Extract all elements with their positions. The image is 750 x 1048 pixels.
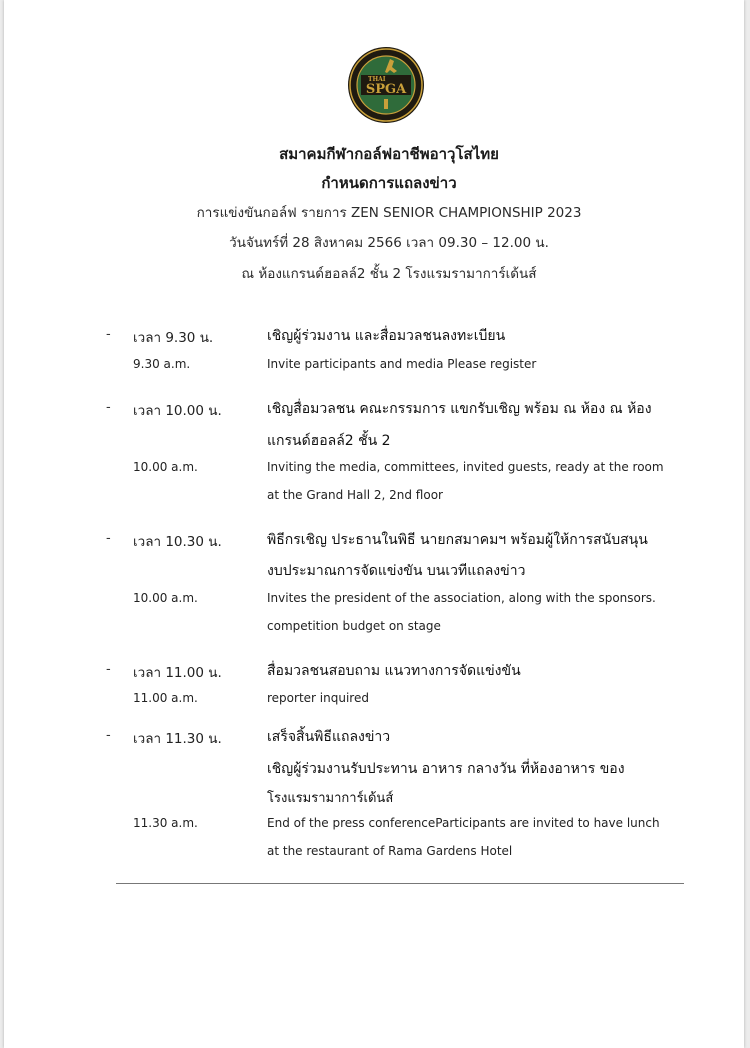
thai-description: เชิญสื่อมวลชน คณะกรรมการ แขกรับเชิญ พร้อม ณ ห้อง ณ ห้อง <box>267 401 652 417</box>
list-dash: - <box>106 400 111 415</box>
spga-logo <box>346 45 426 125</box>
time-english: 10.00 a.m. <box>133 460 198 474</box>
list-dash: - <box>106 327 111 342</box>
logo-main-text: SPGA <box>365 82 407 97</box>
thai-description: เชิญผู้ร่วมงานรับประทาน อาหาร กลางวัน ที่ห้องอาหาร ของ <box>267 761 625 777</box>
time-thai: เวลา 9.30 น. <box>133 330 214 346</box>
time-english: 11.30 a.m. <box>133 816 198 830</box>
association-title: สมาคมกีฬากอล์ฟอาชีพอาวุโสไทย <box>279 145 499 163</box>
time-thai: เวลา 10.30 น. <box>133 534 222 550</box>
english-description: competition budget on stage <box>267 619 441 633</box>
english-description: at the Grand Hall 2, 2nd floor <box>267 488 443 502</box>
thai-description: สื่อมวลชนสอบถาม แนวทางการจัดแข่งขัน <box>267 663 521 679</box>
event-date: วันจันทร์ที่ 28 สิงหาคม 2566 เวลา 09.30 – 12.00 น. <box>229 235 549 251</box>
time-english: 10.00 a.m. <box>133 591 198 605</box>
thai-description: โรงแรมรามาการ์เด้นส์ <box>267 791 394 806</box>
list-dash: - <box>106 531 111 546</box>
thai-description: เชิญผู้ร่วมงาน และสื่อมวลชนลงทะเบียน <box>267 328 506 344</box>
schedule-title: กำหนดการแถลงข่าว <box>321 174 457 192</box>
thai-description: พิธีกรเชิญ ประธานในพิธี นายกสมาคมฯ พร้อมผู้ให้การสนับสนุน <box>267 532 648 548</box>
thai-description: งบประมาณการจัดแข่งขัน บนเวทีแถลงข่าว <box>267 563 526 579</box>
english-description: Inviting the media, committees, invited guests, ready at the room <box>267 460 664 474</box>
time-thai: เวลา 11.30 น. <box>133 731 222 747</box>
document-page <box>4 0 744 1048</box>
time-thai: เวลา 11.00 น. <box>133 665 222 681</box>
time-english: 11.00 a.m. <box>133 691 198 705</box>
list-dash: - <box>106 728 111 743</box>
english-description: reporter inquired <box>267 691 369 705</box>
time-thai: เวลา 10.00 น. <box>133 403 222 419</box>
event-name: การแข่งขันกอล์ฟ รายการ ZEN SENIOR CHAMPIONSHIP 2023 <box>196 205 582 221</box>
english-description: Invites the president of the association, along with the sponsors. <box>267 591 656 605</box>
event-venue: ณ ห้องแกรนด์ฮอลล์2 ชั้น 2 โรงแรมรามาการ์เด้นส์ <box>241 266 537 282</box>
list-dash: - <box>106 662 111 677</box>
english-description: at the restaurant of Rama Gardens Hotel <box>267 844 513 858</box>
time-english: 9.30 a.m. <box>133 357 191 371</box>
horizontal-divider <box>116 883 684 884</box>
logo-top-text: THAI <box>368 76 386 83</box>
english-description: End of the press conferenceParticipants are invited to have lunch <box>267 816 660 830</box>
thai-description: แกรนด์ฮอลล์2 ชั้น 2 <box>267 433 391 449</box>
english-description: Invite participants and media Please register <box>267 357 537 371</box>
thai-description: เสร็จสิ้นพิธีแถลงข่าว <box>267 729 391 745</box>
